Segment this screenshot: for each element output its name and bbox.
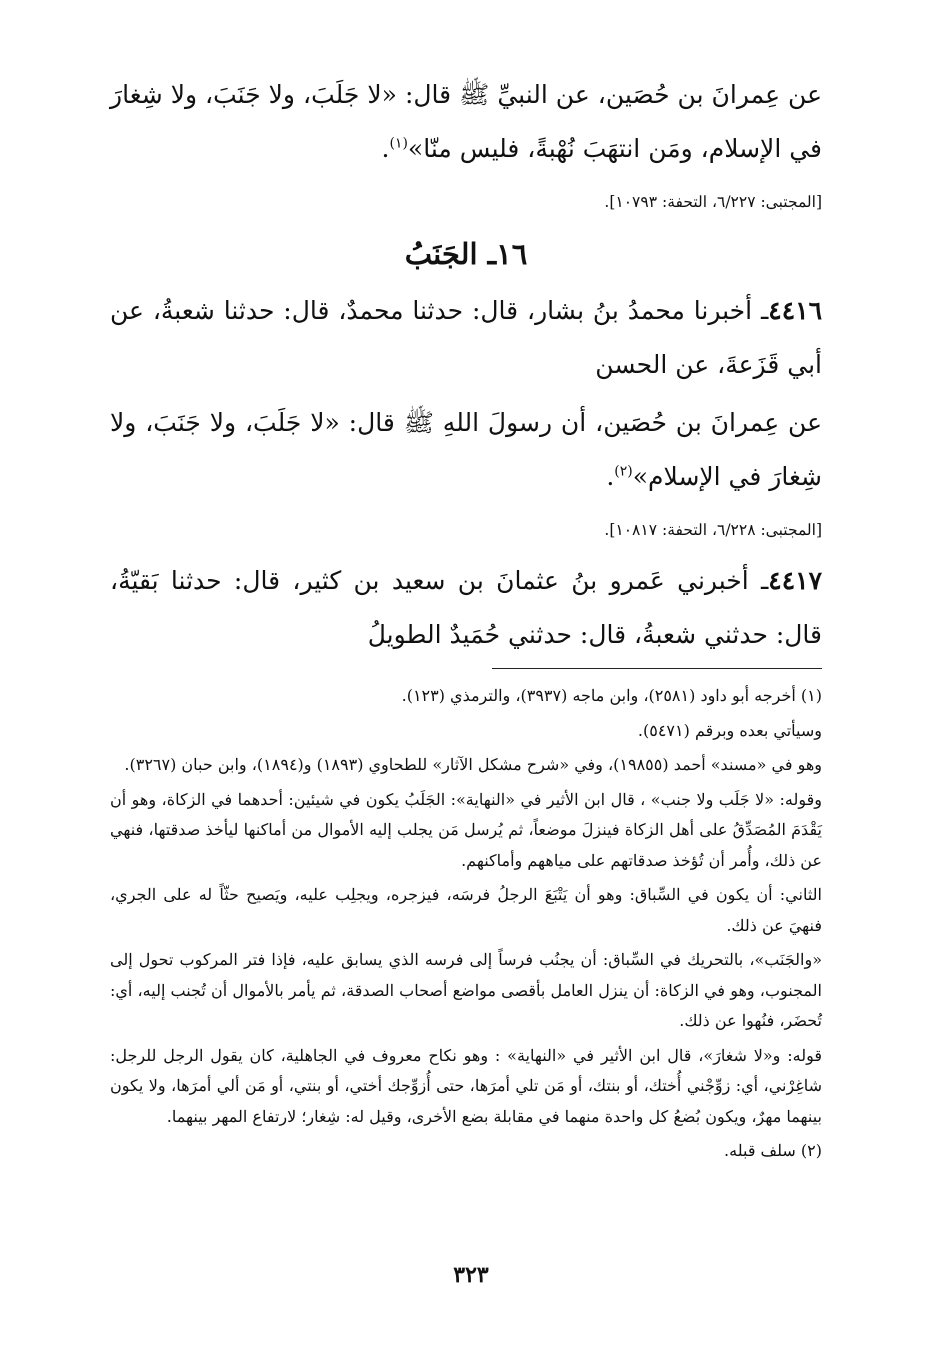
footnote: «والجَنَب»، بالتحريك في السِّباق: أن يجنُب فرساً إلى فرسه الذي يسابق عليه، فإذا فتر المركوب تحول إلى المجنوب، وهو في الزكاة: أن ينزل العامل بأقصى مواضع أصحاب الصدقة، ثم يأمر بالأموال أن تُجنب إليه، أي: تُحضَر، فنُهوا عن ذلك. — [110, 950, 822, 1030]
isnad-text: ـ أخبرني عَمرو بنُ عثمانَ بن سعيد بن كثير، قال: حدثنا بَقيّةُ، قال: حدثني شعبةُ، قال: حدثني حُمَيدٌ الطويلُ — [110, 566, 822, 649]
hadith-reference: [المجتبى: ٦/٢٢٧، التحفة: ١٠٧٩٣]. — [604, 193, 822, 211]
isnad-text: ـ أخبرنا محمدُ بنُ بشار، قال: حدثنا محمدٌ، قال: حدثنا شعبةُ، عن أبي قَزَعةَ، عن الحسن — [110, 296, 822, 379]
chapter-heading: ١٦ـ الجَنَبُ — [404, 237, 528, 271]
hadith-4417-isnad — [110, 554, 822, 662]
hadith-4416-isnad — [110, 284, 822, 392]
footnote: (٢) سلف قبله. — [724, 1141, 822, 1160]
footnote-marker[interactable]: (١) — [389, 135, 408, 152]
hadith-text: عن عِمرانَ بن حُصَين، عن النبيِّ ﷺ قال: «لا جَلَبَ، ولا جَنَبَ، ولا شِغارَ في الإسلام، ومَن انتهَبَ نُهْبةً، فليس منّا» — [110, 80, 822, 163]
hadith-text-continued: عن عِمرانَ بن حُصَين، عن النبيِّ ﷺ قال: «لا جَلَبَ، ولا جَنَبَ، ولا شِغارَ في الإسلام، ومَن انتهَبَ نُهْبةً، فليس منّا»$^{(١)}$. — [110, 80, 822, 163]
footnote: (١) أخرجه أبو داود (٢٥٨١)، وابن ماجه (٣٩٣٧)، والترمذي (١٢٣). — [401, 686, 822, 705]
footnote: الثاني: أن يكون في السِّباق: وهو أن يَتْبَعَ الرجلُ فرسَه، فيزجره، ويجلِب عليه، ويَصيح حثّاً له على الجري، فنهيَ عن ذلك. — [110, 885, 822, 935]
page-number: ٣٢٣ — [453, 1262, 489, 1288]
footnote: قوله: و«لا شغارَ»، قال ابن الأثير في «النهاية» : وهو نكاح معروف في الجاهلية، كان يقول الرجل للرجل: شاغِرْني، أي: زوِّجْني أُختك، أو بنتك، أو مَن تلي أمرَها، حتى أُزوِّجك أختي، أو بنتي، أو مَن ألي أمرَها، ولا يكون بينهما مهرٌ، ويكون بُضعُ كل واحدة منهما في مقابلة بضع الأخرى، وقيل له: شِغار؛ لارتفاع المهر بينهما. — [110, 1045, 822, 1126]
hadith-number: ٤٤١٧ — [768, 566, 822, 595]
footnote: وقوله: «لا جَلَب ولا جنب» ، قال ابن الأثير في «النهاية»: الجَلَبُ يكون في شيئين: أحدهما في الزكاة، وهو أن يَقْدَمَ المُصَدِّقُ على أهل الزكاة فينزلَ موضعاً، ثم يُرسل مَن يجلب إليه الأموال من أماكنها ليأخذ صدقتها، فنهي عن ذلك، وأُمر أن تُؤخذ صدقاتهم على مياههم وأماكنهم. — [110, 789, 823, 870]
matn-text: عن عِمرانَ بن حُصَين، أن رسولَ اللهِ ﷺ قال: «لا جَلَبَ، ولا جَنَبَ، ولا شِغارَ في الإسلام» — [110, 408, 822, 491]
footnote: وسيأتي بعده وبرقم (٥٤٧١). — [637, 720, 822, 740]
footnote-marker[interactable]: (٢) — [614, 463, 633, 480]
page-body — [110, 68, 822, 1171]
hadith-number: ٤٤١٦ — [768, 296, 822, 325]
footnote-separator — [492, 668, 822, 669]
hadith-reference: [المجتبى: ٦/٢٢٨، التحفة: ١٠٨١٧]. — [604, 521, 822, 539]
hadith-4416-matn: عن عِمرانَ بن حُصَين، أن رسولَ اللهِ ﷺ قال: «لا جَلَبَ، ولا جَنَبَ، ولا شِغارَ في الإسلام»$^{(٢)}$. — [110, 408, 822, 491]
footnote: وهو في «مسند» أحمد (١٩٨٥٥)، وفي «شرح مشكل الآثار» للطحاوي (١٨٩٣) و(١٨٩٤)، وابن حبان (٣٢٦٧). — [124, 755, 822, 774]
